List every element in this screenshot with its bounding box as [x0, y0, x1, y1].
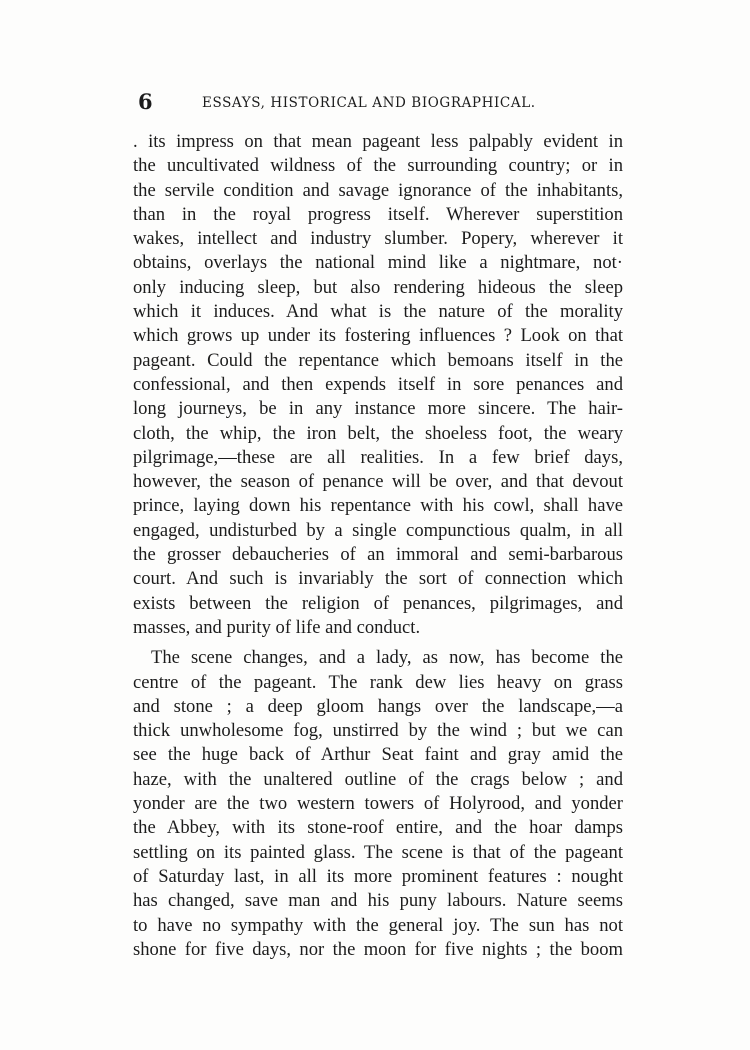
- text-line: prince, laying down his repentance with his cowl, shall have: [133, 495, 623, 517]
- text-line: centre of the pageant. The rank dew lies heavy on grass: [133, 671, 623, 693]
- text-line: yonder are the two western towers of Holyrood, and yonder: [133, 793, 623, 815]
- text-line: long journeys, be in any instance more sincere. The hair-: [133, 398, 623, 420]
- text-line: wakes, intellect and industry slumber. Popery, wherever it: [133, 228, 623, 250]
- text-line: to have no sympathy with the general joy. The sun has not: [133, 914, 623, 936]
- text-line: which grows up under its fostering influences ? Look on that: [133, 325, 623, 347]
- text-line: pilgrimage,—these are all realities. In a few brief days,: [133, 446, 623, 468]
- text-line: the Abbey, with its stone-roof entire, and the hoar damps: [133, 817, 623, 839]
- text-line: the servile condition and savage ignorance of the inhabitants,: [133, 179, 623, 201]
- text-line: obtains, overlays the national mind like a nightmare, not·: [133, 252, 623, 274]
- body-text: [133, 130, 623, 962]
- text-line: pageant. Could the repentance which bemoans itself in the: [133, 349, 623, 371]
- page-header: [138, 90, 624, 114]
- text-line: masses, and purity of life and conduct.: [133, 616, 421, 638]
- text-line: exists between the religion of penances, pilgrimages, and: [133, 592, 623, 614]
- text-line: court. And such is invariably the sort of connection which: [133, 568, 623, 590]
- text-line: the grosser debaucheries of an immoral and semi-barbarous: [133, 544, 623, 566]
- text-line: confessional, and then expends itself in sore penances and: [133, 373, 623, 395]
- text-line: haze, with the unaltered outline of the crags below ; and: [133, 768, 623, 790]
- paragraph-1: [133, 130, 623, 640]
- text-line: see the huge back of Arthur Seat faint and gray amid the: [133, 744, 623, 766]
- text-line: which it induces. And what is the nature of the morality: [133, 301, 623, 323]
- text-line: and stone ; a deep gloom hangs over the landscape,—a: [133, 695, 623, 717]
- text-line: the uncultivated wildness of the surrounding country; or in: [133, 155, 623, 177]
- text-line: thick unwholesome fog, unstirred by the wind ; but we can: [133, 720, 623, 742]
- text-line: than in the royal progress itself. Wherever superstition: [133, 203, 623, 225]
- text-line: shone for five days, nor the moon for five nights ; the boom: [133, 938, 623, 960]
- text-line: cloth, the whip, the iron belt, the shoeless foot, the weary: [133, 422, 623, 444]
- text-line: settling on its painted glass. The scene is that of the pageant: [133, 841, 623, 863]
- text-line: of Saturday last, in all its more prominent features : nought: [133, 865, 623, 887]
- text-line: . its impress on that mean pageant less palpably evident in: [133, 131, 623, 152]
- text-line: has changed, save man and his puny labours. Nature seems: [133, 890, 623, 912]
- text-line: however, the season of penance will be over, and that devout: [133, 471, 623, 493]
- text-line: The scene changes, and a lady, as now, has become the: [151, 647, 623, 669]
- text-line: only inducing sleep, but also rendering hideous the sleep: [133, 276, 623, 298]
- running-head: ESSAYS, HISTORICAL AND BIOGRAPHICAL.: [202, 95, 536, 111]
- text-line: engaged, undisturbed by a single compunctious qualm, in all: [133, 519, 623, 541]
- page-number: 6: [138, 89, 153, 114]
- paragraph-2: [133, 646, 623, 962]
